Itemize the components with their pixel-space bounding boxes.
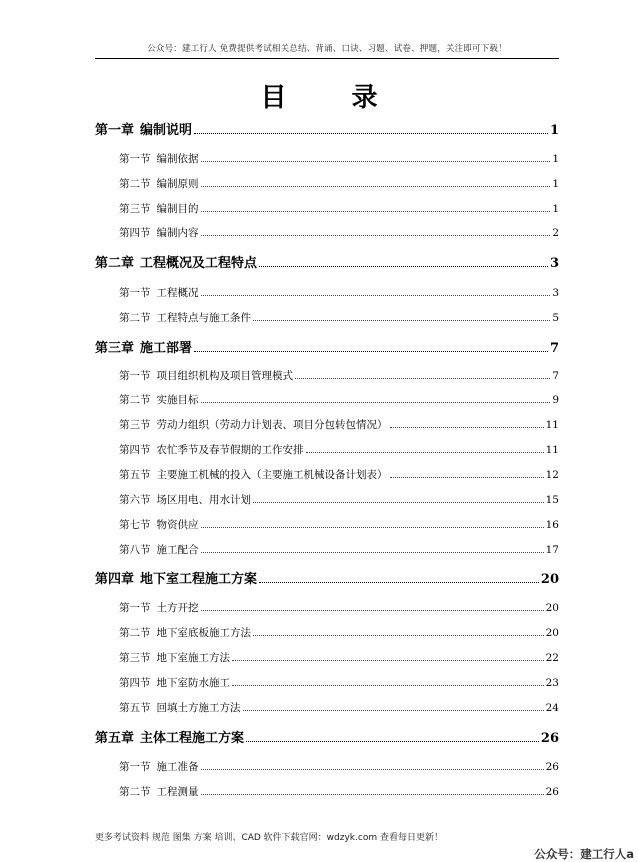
toc-entry-title: 施工部署 <box>140 341 193 356</box>
toc-entry-title: 编制内容 <box>156 226 199 239</box>
toc-section-row[interactable] <box>95 757 559 772</box>
toc-page-number: 2 <box>552 226 559 239</box>
toc-page-number: 11 <box>545 418 559 431</box>
toc-entry-title: 地下室防水施工 <box>156 676 230 689</box>
toc-entry-title: 地下室施工方法 <box>156 651 230 664</box>
toc-dot-leader <box>201 793 544 795</box>
toc-entry-title: 土方开挖 <box>156 601 199 614</box>
toc-entry-label <box>95 342 192 355</box>
toc-section-row[interactable] <box>95 366 559 381</box>
toc-entry-number: 第二章 <box>95 256 135 271</box>
toc-dot-leader <box>243 709 544 711</box>
toc-entry-number: 第七节 <box>119 518 151 531</box>
toc-dot-leader <box>194 132 548 134</box>
toc-entry-label <box>119 545 199 556</box>
toc-page-number: 7 <box>549 341 559 356</box>
toc-entry-title: 编制目的 <box>156 202 199 215</box>
toc-entry-label <box>119 653 230 664</box>
toc-section-row[interactable] <box>95 390 559 405</box>
toc-dot-leader <box>201 401 551 403</box>
toc-entry-number: 第二节 <box>119 311 151 324</box>
toc-entry-label <box>119 154 199 165</box>
toc-entry-number: 第八节 <box>119 543 151 556</box>
toc-entry-label <box>119 371 293 382</box>
toc-entry-label <box>95 732 244 745</box>
toc-page-number: 11 <box>545 443 559 456</box>
toc-chapter-row[interactable] <box>95 727 559 745</box>
page-footer-text: 更多考试资料 规范 图集 方案 培训、CAD 软件下载官网：wdzyk.com 查看每日更新！ <box>95 833 443 843</box>
toc-section-row[interactable] <box>95 308 559 323</box>
toc-dot-leader <box>295 377 550 379</box>
toc-section-row[interactable] <box>95 174 559 189</box>
toc-entry-title: 回填土方施工方法 <box>156 701 241 714</box>
toc-dot-leader <box>201 294 551 296</box>
toc-section-row[interactable] <box>95 490 559 505</box>
toc-page-number: 20 <box>545 626 559 639</box>
toc-entry-title: 实施目标 <box>156 393 199 406</box>
toc-chapter-row[interactable] <box>95 119 559 137</box>
toc-entry-label <box>119 787 199 798</box>
toc-entry-number: 第四节 <box>119 226 151 239</box>
toc-dot-leader <box>201 526 544 528</box>
toc-page-number: 9 <box>552 393 559 406</box>
toc-entry-label <box>119 703 241 714</box>
toc-dot-leader <box>306 451 544 453</box>
toc-entry-label <box>119 288 199 299</box>
toc-dot-leader <box>259 581 539 583</box>
toc-entry-label <box>119 395 199 406</box>
toc-page-number: 20 <box>545 601 559 614</box>
toc-section-row[interactable] <box>95 199 559 214</box>
toc-dot-leader <box>259 265 548 267</box>
toc-entry-number: 第一节 <box>119 152 151 165</box>
toc-section-row[interactable] <box>95 698 559 713</box>
toc-entry-number: 第三章 <box>95 341 135 356</box>
toc-section-row[interactable] <box>95 283 559 298</box>
toc-entry-label <box>119 678 230 689</box>
toc-entry-title: 施工配合 <box>156 543 199 556</box>
toc-entry-label <box>95 573 257 586</box>
toc-entry-number: 第四节 <box>119 676 151 689</box>
toc-entry-number: 第六节 <box>119 493 151 506</box>
toc-section-row[interactable] <box>95 782 559 797</box>
toc-page-number: 7 <box>552 369 559 382</box>
page-header-notice: 公众号：建工行人 免费提供考试相关总结、背诵、口诀、习题、试卷、押题，关注即可下载！ <box>147 44 507 54</box>
toc-section-row[interactable] <box>95 415 559 430</box>
toc-dot-leader <box>232 659 544 661</box>
toc-entry-number: 第二节 <box>119 785 151 798</box>
toc-page-number: 12 <box>545 468 559 481</box>
toc-dot-leader <box>253 319 550 321</box>
toc-entry-label <box>119 603 199 614</box>
toc-dot-leader <box>232 684 544 686</box>
toc-entry-number: 第三节 <box>119 418 151 431</box>
toc-entry-title: 施工准备 <box>156 760 199 773</box>
header-divider <box>95 58 559 59</box>
toc-chapter-row[interactable] <box>95 568 559 586</box>
toc-section-row[interactable] <box>95 465 559 480</box>
toc-section-row[interactable] <box>95 515 559 530</box>
toc-entry-label <box>119 228 199 239</box>
toc-entry-number: 第二节 <box>119 626 151 639</box>
toc-page-number: 23 <box>545 676 559 689</box>
toc-page-number: 1 <box>549 123 559 138</box>
toc-section-row[interactable] <box>95 223 559 238</box>
toc-entry-label <box>95 257 257 270</box>
toc-entry-title: 地下室底板施工方法 <box>156 626 251 639</box>
toc-section-row[interactable] <box>95 540 559 555</box>
toc-entry-title: 编制说明 <box>140 123 193 138</box>
toc-dot-leader <box>253 501 544 503</box>
toc-chapter-row[interactable] <box>95 337 559 355</box>
toc-entry-number: 第二节 <box>119 177 151 190</box>
toc-page-number: 26 <box>545 785 559 798</box>
toc-entry-title: 项目组织机构及项目管理模式 <box>156 369 293 382</box>
toc-dot-leader <box>201 609 544 611</box>
toc-entry-title: 主体工程施工方案 <box>140 731 245 746</box>
toc-entry-label <box>119 470 388 481</box>
toc-entry-title: 编制依据 <box>156 152 199 165</box>
toc-page-number: 16 <box>545 518 559 531</box>
toc-entry-title: 主要施工机械的投入（主要施工机械设备计划表） <box>156 468 388 481</box>
toc-page-number: 20 <box>540 572 559 587</box>
toc-page-number: 3 <box>549 256 559 271</box>
toc-page-number: 26 <box>545 760 559 773</box>
toc-dot-leader <box>201 768 544 770</box>
toc-page-number: 24 <box>545 701 559 714</box>
toc-entry-number: 第三节 <box>119 651 151 664</box>
toc-page-number: 3 <box>552 286 559 299</box>
toc-dot-leader <box>390 476 544 478</box>
toc-section-row[interactable] <box>95 648 559 663</box>
toc-section-row[interactable] <box>95 440 559 455</box>
toc-dot-leader <box>246 740 539 742</box>
toc-entry-number: 第五节 <box>119 468 151 481</box>
toc-entry-title: 工程测量 <box>156 785 199 798</box>
toc-entry-title: 场区用电、用水计划 <box>156 493 251 506</box>
toc-entry-number: 第一节 <box>119 760 151 773</box>
toc-section-row[interactable] <box>95 623 559 638</box>
toc-section-row[interactable] <box>95 673 559 688</box>
toc-chapter-row[interactable] <box>95 252 559 270</box>
toc-page-number: 22 <box>545 651 559 664</box>
toc-entry-title: 工程概况及工程特点 <box>140 256 258 271</box>
toc-dot-leader <box>253 634 544 636</box>
toc-entry-label <box>119 445 304 456</box>
toc-entry-number: 第一章 <box>95 123 135 138</box>
toc-page-number: 5 <box>552 311 559 324</box>
toc-dot-leader <box>194 350 548 352</box>
toc-entry-label <box>119 204 199 215</box>
toc-entry-label <box>119 520 199 531</box>
toc-entry-title: 工程特点与施工条件 <box>156 311 251 324</box>
toc-entry-title: 农忙季节及春节假期的工作安排 <box>156 443 304 456</box>
toc-entry-title: 劳动力组织（劳动力计划表、项目分包转包情况） <box>156 418 388 431</box>
toc-dot-leader <box>201 160 551 162</box>
toc-entry-label <box>119 420 388 431</box>
toc-page-number: 15 <box>545 493 559 506</box>
toc-entry-title: 编制原则 <box>156 177 199 190</box>
toc-dot-leader <box>201 210 551 212</box>
toc-entry-title: 物资供应 <box>156 518 199 531</box>
toc-entry-label <box>95 124 192 137</box>
toc-entry-label <box>119 179 199 190</box>
toc-entry-label <box>119 628 251 639</box>
toc-page-number: 1 <box>552 152 559 165</box>
toc-entry-number: 第二节 <box>119 393 151 406</box>
toc-entry-title: 地下室工程施工方案 <box>140 572 258 587</box>
toc-entry-label <box>119 313 251 324</box>
toc-page-number: 26 <box>540 731 559 746</box>
toc-entry-title: 工程概况 <box>156 286 199 299</box>
toc-entry-label <box>119 762 199 773</box>
page-title: 目 录 <box>260 83 406 113</box>
toc-entry-number: 第一节 <box>119 369 151 382</box>
toc-page-number: 1 <box>552 202 559 215</box>
toc-entry-number: 第四章 <box>95 572 135 587</box>
toc-entry-number: 第一节 <box>119 286 151 299</box>
watermark-text: 公众号：建工行人a <box>534 847 634 861</box>
toc-entry-number: 第一节 <box>119 601 151 614</box>
toc-entry-number: 第五章 <box>95 731 135 746</box>
toc-entry-number: 第五节 <box>119 701 151 714</box>
toc-page-number: 1 <box>552 177 559 190</box>
toc-entry-label <box>119 495 251 506</box>
toc-section-row[interactable] <box>95 598 559 613</box>
toc-entry-number: 第四节 <box>119 443 151 456</box>
toc-entry-number: 第三节 <box>119 202 151 215</box>
toc-dot-leader <box>201 551 544 553</box>
toc-dot-leader <box>201 234 551 236</box>
toc-dot-leader <box>201 185 551 187</box>
toc-dot-leader <box>390 426 544 428</box>
toc-page-number: 17 <box>545 543 559 556</box>
toc-section-row[interactable] <box>95 149 559 164</box>
